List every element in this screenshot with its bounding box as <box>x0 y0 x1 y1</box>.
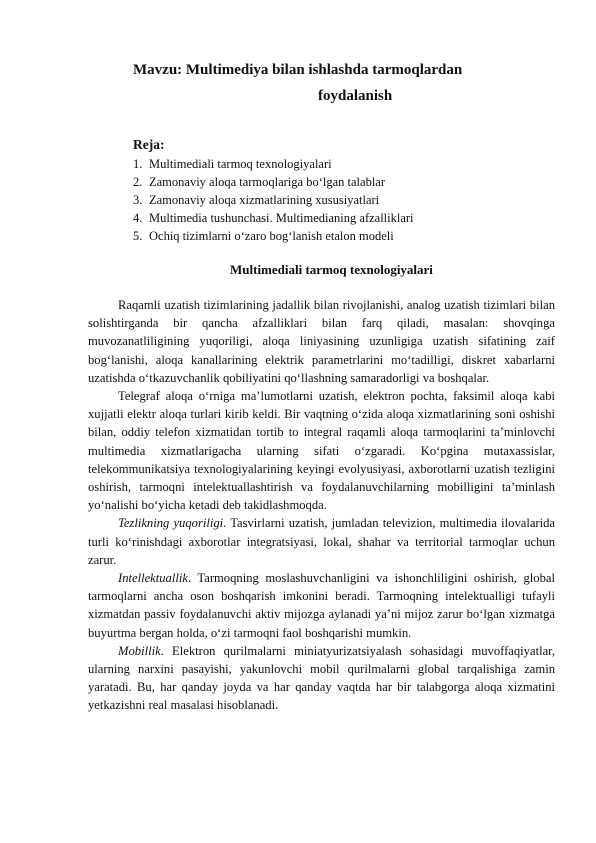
paragraph: Telegraf aloqa o‘rniga ma’lumotlarni uzatish, elektron pochta, faksimil aloqa kabi xujjatli elektr aloqa turlari kirib keldi. Bir vaqtning o‘zida aloqa xizmatlarining soni oshishi bilan, oddiy telefon xizmatidan tortib to integral raqamli aloqa tarmoqlarini ta’minlovchi multimedia xizmatlarigacha ularning sifati o‘zgaradi. Ko‘pgina mutaxassislar, telekommunikatsiya texnologiyalarining keyingi evolyusiyasi, axborotlarni uzatish tezligini oshirish, tarmoqni intelektuallashtirish va foydalanuvchilarning mobilligini ta’minlash yo‘nalishi bo‘yicha ketadi deb takidlashmoqda. <box>88 389 555 513</box>
plan-item: 4. Multimedia tushunchasi. Multimedianing afzalliklari <box>133 211 414 225</box>
plan-item: 5. Ochiq tizimlarni o‘zaro bog‘lanish etalon modeli <box>133 229 394 243</box>
term: Intellektuallik <box>118 571 188 586</box>
term: Mobillik <box>118 643 161 658</box>
document-title-continuation: foydalanish <box>318 88 393 104</box>
paragraph: Intellektuallik. Tarmoqning moslashuvchanligini va ishonchliligini oshirish, global tarmoqlarni ancha oson boshqarish imkonini beradi. Tarmoqning intelektualligi tufayli xizmatdan passiv foydalanuvchi aktiv mijozga aylanadi ya’ni mijoz zarur bo‘lgan xizmatga buyurtma bergan holda, o‘zi tarmoqni faol boshqarishi mumkin. <box>88 571 555 640</box>
term: Tezlikning yuqoriligi <box>118 516 224 531</box>
paragraph: Raqamli uzatish tizimlarining jadallik bilan rivojlanishi, analog uzatish tizimlari bilan solishtirganda bir qancha afzalliklari bilan farq qiladi, masalan: shovqinga muvozanatliligining yuqoriligi, aloqa liniyasining uzunligiga uzatish sifatining zaif bog‘lanishi, aloqa kanallarining elektrik parametrlarini mo‘tadilligi, diskret xabarlarni uzatishda o‘tkazuvchanlik qobiliyatini qo‘llashning samaradorligi va boshqalar. <box>88 298 555 385</box>
paragraph: Mobillik. Elektron qurilmalarni miniatyurizatsiyalash sohasidagi muvoffaqiyatlar, ularning narxini pasayishi, yakunlovchi mobil qurilmalarni global tarqalishiga zamin yaratadi. Bu, har qanday joyda va har qanday vaqtda har bir talabgorga aloqa xizmatini yetkazishni real masalasi hisoblanadi. <box>88 643 555 713</box>
plan-list <box>133 155 414 245</box>
paragraph: Tezlikning yuqoriligi. Tasvirlarni uzatish, jumladan televizion, multimedia ilovalarida turli ko‘rinishdagi axborotlar integratsiyasi, lokal, shahar va territorial tarmoqlar uchun zarur. <box>88 516 555 567</box>
plan-item: 1. Multimediali tarmoq texnologiyalari <box>133 157 332 171</box>
plan-item: 2. Zamonaviy aloqa tarmoqlariga bo‘lgan talablar <box>133 175 386 189</box>
plan-item: 3. Zamonaviy aloqa xizmatlarining xususiyatlari <box>133 193 380 207</box>
section-heading: Multimediali tarmoq texnologiyalari <box>230 262 433 277</box>
body-text <box>88 296 555 715</box>
document-title: Mavzu: Multimediya bilan ishlashda tarmoqlardan <box>133 62 463 78</box>
plan-heading: Reja: <box>133 137 165 152</box>
